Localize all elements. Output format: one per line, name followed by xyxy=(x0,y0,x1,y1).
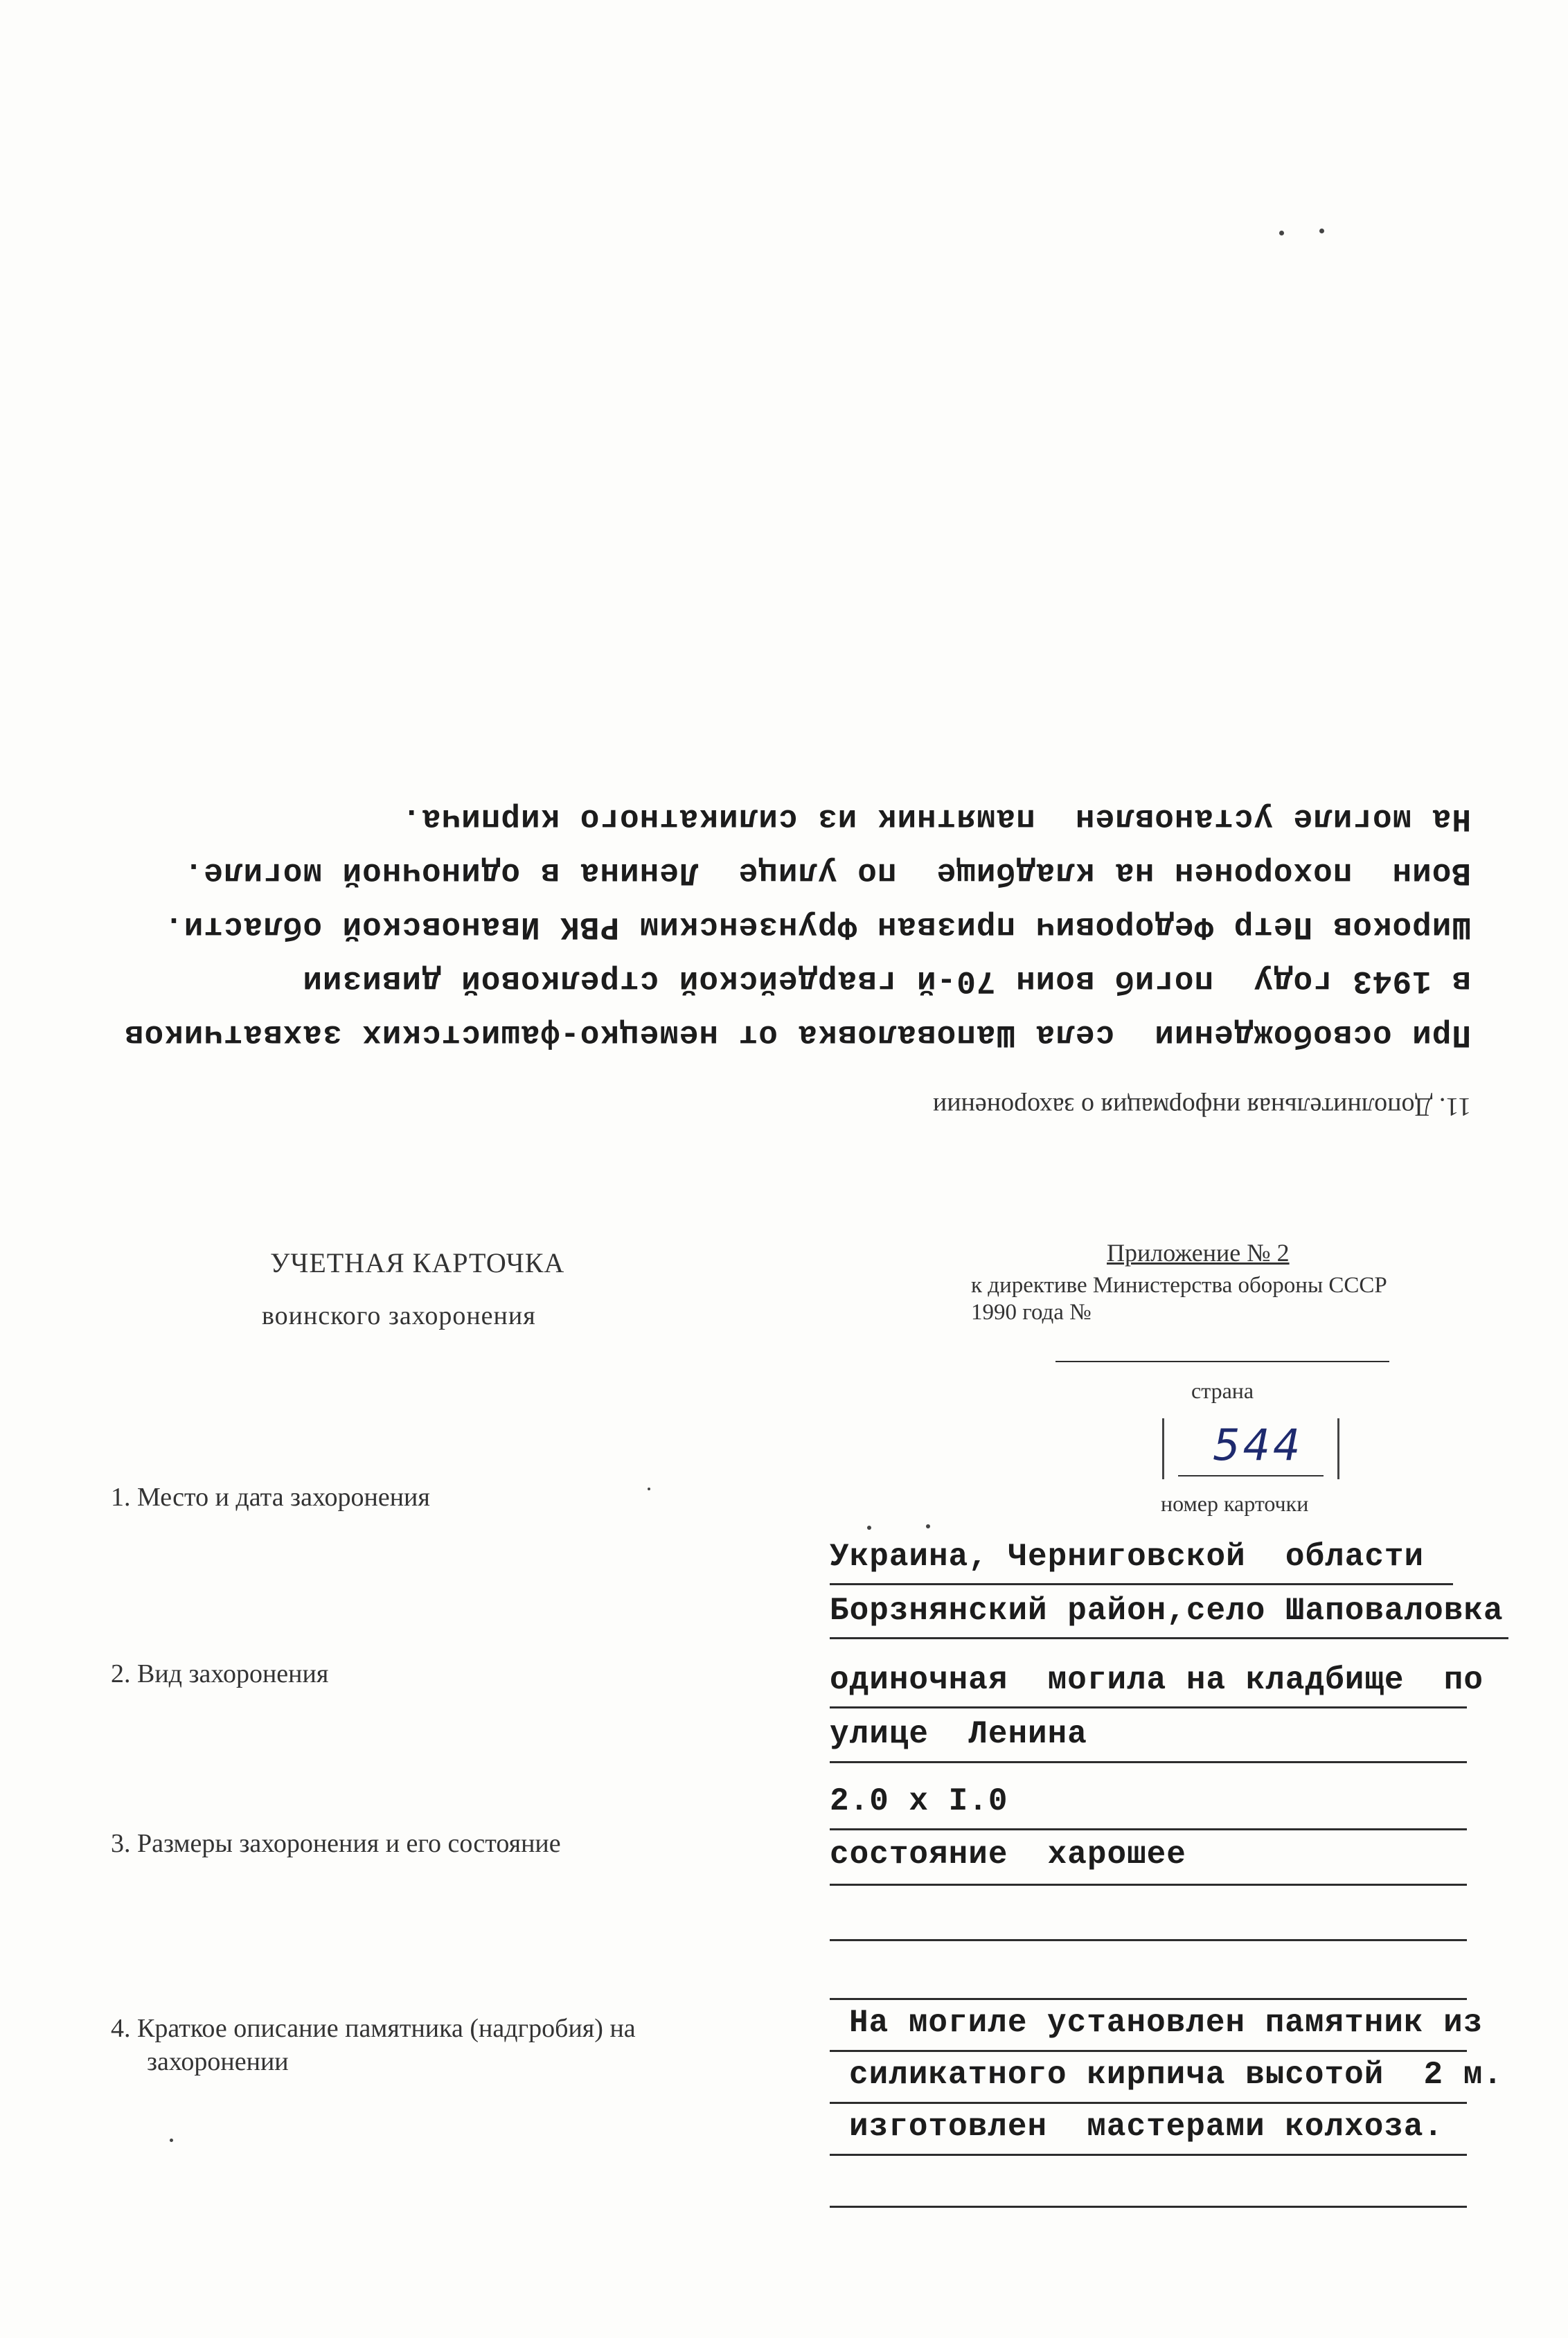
field-4-line-3: изготовлен мастерами колхоза. xyxy=(849,2109,1444,2145)
field-4-line-1: На могиле установлен памятник из xyxy=(849,2005,1484,2041)
field-4-label: 4. Краткое описание памятника (надгробия) на xyxy=(111,2014,636,2043)
field-3-rule xyxy=(830,1884,1467,1886)
field-4-rule xyxy=(830,2154,1467,2156)
field-2-rule xyxy=(830,1761,1467,1763)
appendix-label: Приложение № 2 xyxy=(1107,1239,1290,1267)
additional-info-header: 11. Дополнительная информация о захоронении xyxy=(932,1092,1471,1121)
scan-speck xyxy=(648,1488,650,1490)
field-1-line-1: Украина, Черниговской области xyxy=(830,1539,1425,1575)
additional-info-line: Широков Петр Федорович призван Фрунзенским РВК Ивановской области. xyxy=(163,909,1471,945)
card-number-caption: номер карточки xyxy=(1161,1491,1309,1516)
appendix-year: 1990 года № xyxy=(971,1300,1092,1325)
field-3-rule xyxy=(830,1939,1467,1941)
card-number-box xyxy=(1162,1418,1339,1479)
additional-info-line: При освобождении села Шаповаловка от немецко-фашистских захватчиков xyxy=(123,1017,1471,1053)
card-subtitle: воинского захоронения xyxy=(262,1301,536,1330)
appendix-directive: к директиве Министерства обороны СССР xyxy=(971,1273,1387,1298)
field-2-line-1: одиночная могила на кладбище по xyxy=(830,1662,1484,1698)
field-2-line-2: улице Ленина xyxy=(830,1716,1087,1752)
additional-info-line: в 1943 году погиб воин 70-й гвардейской стрелковой дивизии xyxy=(302,963,1471,999)
field-3-line-2: состояние харошее xyxy=(830,1837,1186,1873)
field-1-line-2: Борзнянский район,село Шаповаловка xyxy=(830,1593,1504,1629)
field-3-line-1: 2.0 x I.0 xyxy=(830,1783,1008,1819)
additional-info-line: Воин похоронен на кладбище по улице Ленина в одиночной могиле. xyxy=(183,855,1471,891)
scan-speck xyxy=(170,2139,173,2142)
scan-speck xyxy=(1279,231,1284,235)
scan-speck xyxy=(926,1524,930,1528)
field-1-label: 1. Место и дата захоронения xyxy=(111,1483,430,1512)
card-number: 544 xyxy=(1213,1420,1303,1470)
additional-info-section xyxy=(0,762,1568,1150)
field-2-rule xyxy=(830,1706,1467,1708)
additional-info-line: На могиле установлен памятник из силикатного кирпича. xyxy=(401,801,1471,837)
field-4-line-2: силикатного кирпича высотой 2 м. xyxy=(849,2057,1503,2093)
field-3-label: 3. Размеры захоронения и его состояние xyxy=(111,1829,561,1858)
card-title: УЧЕТНАЯ КАРТОЧКА xyxy=(270,1247,565,1278)
field-3-rule xyxy=(830,1828,1467,1830)
country-line xyxy=(1055,1361,1389,1362)
field-1-rule xyxy=(830,1637,1508,1639)
field-4-rule xyxy=(830,1998,1467,2000)
scan-speck xyxy=(867,1526,871,1530)
field-1-rule xyxy=(830,1583,1453,1585)
country-caption: страна xyxy=(1191,1378,1254,1403)
field-4-rule xyxy=(830,2206,1467,2208)
field-4-rule xyxy=(830,2102,1467,2104)
scan-speck xyxy=(1319,229,1324,233)
field-4-rule xyxy=(830,2050,1467,2052)
field-4-label-cont: захоронении xyxy=(147,2047,289,2076)
field-2-label: 2. Вид захоронения xyxy=(111,1659,329,1688)
